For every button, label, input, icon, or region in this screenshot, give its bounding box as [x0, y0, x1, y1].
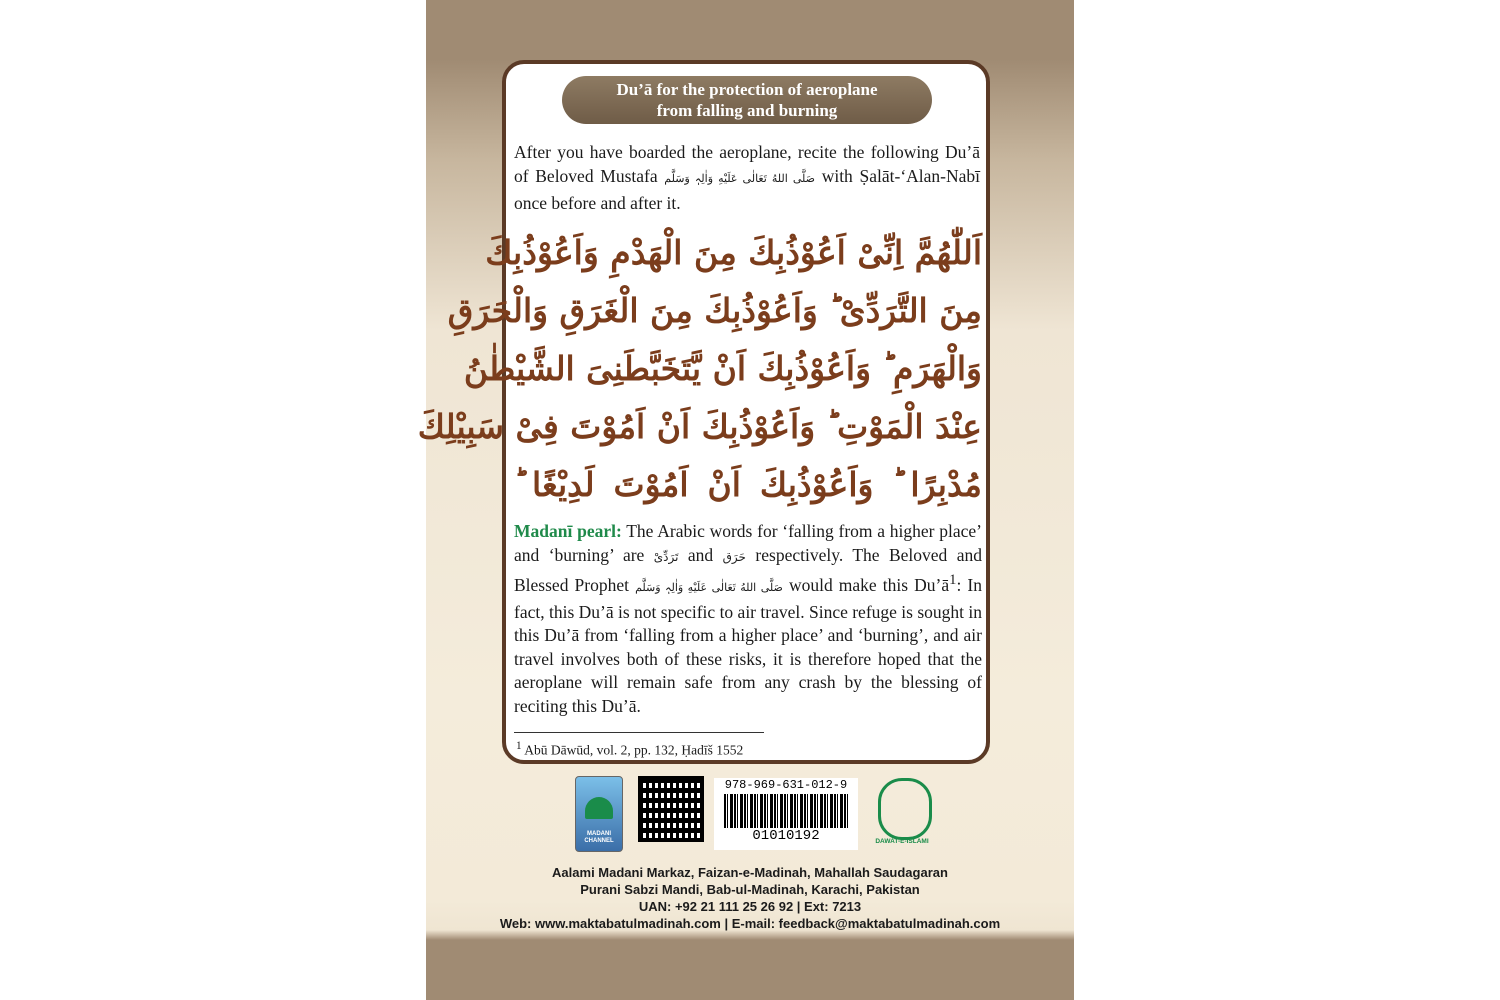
publisher-address [426, 864, 1074, 932]
dawat-label: DAWAT-E-ISLAMI [875, 838, 929, 845]
madani-pearl-paragraph [514, 520, 982, 719]
footnote-text: Abū Dāwūd, vol. 2, pp. 132, Ḥadīš 1552 [521, 742, 744, 758]
title-line-2: from falling and burning [656, 101, 838, 120]
arabic-dua [417, 224, 982, 514]
pearl-label: Madanī pearl: [514, 521, 622, 541]
pearl-text-b: respectively. The Beloved and Blessed Prophet [514, 544, 982, 596]
footnote [516, 740, 743, 759]
address-line: Purani Sabzi Mandi, Bab-ul-Madinah, Karachi, Pakistan [580, 882, 920, 897]
barcode-bars [724, 794, 848, 828]
pearl-text-a: The Arabic words for ‘falling from a higher place’ and ‘burning’ are [514, 521, 982, 565]
contact-line: UAN: +92 21 111 25 26 92 | Ext: 7213 [638, 899, 862, 914]
barcode-number: 01010192 [752, 828, 820, 844]
mosque-dome-icon [585, 797, 613, 819]
madani-channel-text [576, 831, 622, 845]
arabic-line: اَللّٰهُمَّ اِنِّیْ اَعُوْذُبِكَ مِنَ الْهَدْمِ وَاَعُوْذُبِكَ [485, 233, 982, 272]
channel-word: CHANNEL [584, 838, 614, 844]
madani-channel-logo [575, 776, 623, 852]
isbn-number: 978-969-631-012-9 [724, 778, 848, 792]
pearl-text-c: would make this Du’ā [782, 575, 950, 596]
arabic-word-haraq: حَرَق [722, 549, 746, 564]
dua-card [417, 60, 990, 764]
dawat-e-islami-logo [872, 776, 932, 850]
intro-text-a: After you have boarded the aeroplane, recite the following Du’ā of Beloved Mustafa [514, 142, 980, 186]
footnote-ref: 1 [949, 572, 957, 589]
arabic-word-taraddi: تَرَدِّیْ [653, 549, 679, 564]
pearl-text-and: and [678, 544, 723, 565]
madani-word: MADANI [587, 831, 611, 837]
qr-code [640, 778, 702, 840]
address-line: Aalami Madani Markaz, Faizan-e-Madinah, Mahallah Saudagaran [552, 865, 948, 880]
arabic-line: عِنْدَ الْمَوْتِ ؕ وَاَعُوْذُبِكَ اَنْ اَمُوْتَ فِیْ سَبِیْلِكَ [417, 407, 982, 446]
arabic-line: وَالْهَرَمِ ؕ وَاَعُوْذُبِكَ اَنْ یَّتَخَبَّطَنِیَ الشَّیْطٰنُ [463, 349, 982, 388]
intro-paragraph [514, 140, 980, 215]
honorific-text: صَلَّى اللهُ تَعَالٰی عَلَیْهِ وَاٰلِہٖ وَسَلَّم [635, 582, 783, 595]
dawat-emblem-icon [878, 778, 932, 840]
title-line-1: Du’ā for the protection of aeroplane [616, 80, 878, 99]
footnote-divider [514, 732, 764, 733]
intro-text-b: with Ṣalāt-‘Alan-Nabī once before and after it. [514, 166, 981, 213]
arabic-line: مُدْبِرًا ؕ وَاَعُوْذُبِكَ اَنْ اَمُوْتَ لَدِیْغًا ؕ [514, 465, 982, 504]
dua-title [562, 76, 932, 124]
web-email-line: Web: www.maktabatulmadinah.com | E-mail: feedback@maktabatulmadinah.com [499, 916, 1001, 931]
isbn-barcode [714, 778, 858, 850]
arabic-line: مِنَ التَّرَدِّیْ ؕ وَاَعُوْذُبِكَ مِنَ الْغَرَقِ وَالْحَرَقِ [447, 291, 982, 330]
footnote-number: 1 [516, 740, 522, 752]
honorific-text: صَلَّى اللهُ تَعَالٰی عَلَیْهِ وَاٰلِہٖ وَسَلَّم [664, 173, 816, 185]
pearl-text-d: : In fact, this Du’ā is not specific to air travel. Since refuge is sought in this Du’ā from ‘falling from a higher place’ and ‘burning’, and air travel involves both of these risks, it is therefore hoped that the aeroplane will remain safe from any crash by the blessing of reciting this Du’ā. [514, 575, 982, 716]
